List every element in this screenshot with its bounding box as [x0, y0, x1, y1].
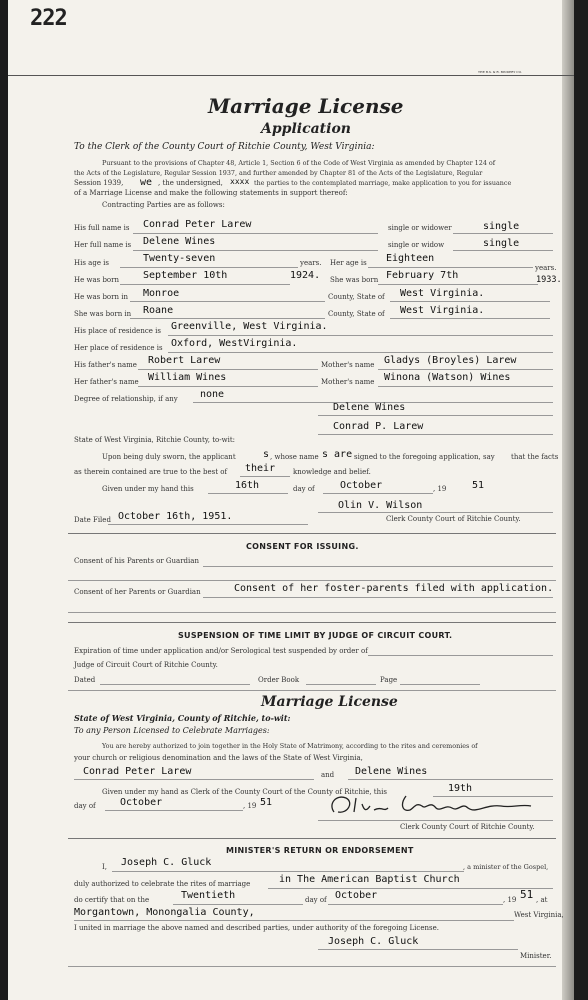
top-rule: [8, 75, 574, 76]
his-father-label: His father's name: [74, 361, 137, 369]
his-county-value: Monroe: [143, 288, 180, 299]
her-mother-value: Winona (Watson) Wines: [384, 372, 511, 383]
suspension-page: Page: [380, 676, 398, 684]
license-year: 51: [260, 797, 273, 808]
minister-day-of: day of: [305, 896, 327, 904]
she-born-in-label: She was born in: [74, 310, 132, 318]
minister-heading: MINISTER'S RETURN OR ENDORSEMENT: [226, 846, 414, 855]
minister-location: Morgantown, Monongalia County,: [74, 907, 255, 918]
license-bride: Delene Wines: [355, 766, 428, 777]
he-born-in-label: He was born in: [74, 293, 128, 301]
minister-year: 51: [520, 888, 534, 901]
her-status-value: single: [483, 238, 520, 249]
license-clerk-title: Clerk County Court of Ritchie County.: [400, 823, 535, 831]
her-name-value: Delene Wines: [143, 236, 216, 247]
minister-signature: Joseph C. Gluck: [328, 936, 419, 947]
he-born-label: He was born: [74, 276, 120, 284]
relationship-label: Degree of relationship, if any: [74, 395, 178, 403]
her-father-value: William Wines: [148, 372, 227, 383]
his-status-value: single: [483, 221, 520, 232]
oath-l1c: , whose name: [270, 453, 319, 461]
minister-label: Minister.: [520, 952, 552, 960]
his-birth-value: September 10th: [143, 270, 228, 281]
page-number: 222: [30, 6, 67, 31]
oath-l2c: knowledge and belief.: [293, 468, 371, 476]
oath-l1d: s are: [322, 449, 353, 460]
intro-line-3b: , the undersigned,: [158, 179, 223, 187]
minister-day: Twentieth: [181, 890, 236, 901]
his-age-value: Twenty-seven: [143, 253, 216, 264]
his-age-label: His age is: [74, 259, 110, 267]
license-yr-prefix: , 19: [243, 802, 257, 810]
to-clerk: To the Clerk of the County Court of Ritchie County, West Virginia:: [74, 142, 375, 152]
oath-l2a: as therein contained are true to the best of: [74, 468, 228, 476]
his-father-value: Robert Larew: [148, 355, 221, 366]
intro-line-4: of a Marriage License and make the following statements in support thereof:: [74, 189, 348, 197]
suspension-dated: Dated: [74, 676, 96, 684]
applicant-signature-2: Conrad P. Larew: [333, 421, 424, 432]
her-residence-value: Oxford, WestVirginia.: [171, 338, 298, 349]
license-day-of: day of: [74, 802, 96, 810]
oath-l2b: their: [245, 463, 276, 474]
minister-month: October: [335, 890, 378, 901]
page-spine: [562, 0, 574, 1000]
minister-i: I,: [102, 863, 107, 871]
printer-mark: THE B.S. & R. BINDERY CO.: [478, 70, 522, 74]
date-filed-value: October 16th, 1951.: [118, 511, 233, 522]
relationship-value: none: [200, 389, 225, 400]
minister-certify: do certify that on the: [74, 896, 150, 904]
oath-day: 16th: [235, 480, 260, 491]
license-month: October: [120, 797, 163, 808]
license-and: and: [321, 771, 335, 779]
consent-his-label: Consent of his Parents or Guardian: [74, 557, 199, 565]
his-birth-year: 1924.: [290, 270, 321, 281]
her-age-value: Eighteen: [386, 253, 435, 264]
license-day: 19th: [448, 783, 473, 794]
applicant-signature-1: Delene Wines: [333, 402, 406, 413]
intro-line-3c: the parties to the contemplated marriage, make application to you for issuance: [254, 179, 512, 187]
license-given: Given under my hand as Clerk of the County Court of the County of Ritchie, this: [102, 788, 387, 796]
intro-we: we: [140, 177, 153, 188]
minister-name: Joseph C. Gluck: [121, 857, 212, 868]
minister-place: in The American Baptist Church: [279, 874, 460, 885]
his-mother-label: Mother's name: [321, 361, 375, 369]
application-subtitle: Application: [261, 121, 351, 137]
intro-line-2: the Acts of the Legislature, Regular Session 1937, and further amended by Chapter 81 of the Acts of the Legislature, Regular: [74, 169, 483, 177]
his-mother-value: Gladys (Broyles) Larew: [384, 355, 517, 366]
his-residence-value: Greenville, West Virginia.: [171, 321, 328, 332]
consent-heading: CONSENT FOR ISSUING.: [246, 542, 359, 551]
license-title: Marriage License: [261, 694, 398, 710]
her-father-label: Her father's name: [74, 378, 139, 386]
oath-l3a: Given under my hand this: [102, 485, 194, 493]
license-l2: your church or religious denomination and the laws of the State of West Virginia,: [74, 754, 363, 762]
minister-wv: West Virginia,: [514, 911, 564, 919]
consent-her-label: Consent of her Parents or Guardian: [74, 588, 201, 596]
her-county-state-label: County, State of: [328, 310, 385, 318]
oath-l1f: that the facts: [511, 453, 559, 461]
clerk-title: Clerk County Court of Ritchie County.: [386, 515, 521, 523]
consent-her-value: Consent of her foster-parents filed with application.: [234, 583, 554, 594]
her-years-label: years.: [535, 264, 557, 272]
clerk-signature: Olin V. Wilson: [338, 500, 423, 511]
his-residence-label: His place of residence is: [74, 327, 161, 335]
her-name-label: Her full name is: [74, 241, 132, 249]
oath-l3c: , 19: [433, 485, 447, 493]
oath-l1a: Upon being duly sworn, the applicant: [102, 453, 236, 461]
her-status-label: single or widow: [388, 241, 445, 249]
she-born-label: She was born: [330, 276, 379, 284]
suspension-l1: Expiration of time under application and/or Serological test suspended by order of: [74, 647, 368, 655]
her-birth-value: February 7th: [386, 270, 459, 281]
suspension-heading: SUSPENSION OF TIME LIMIT BY JUDGE OF CIRCUIT COURT.: [178, 631, 453, 640]
date-filed-label: Date Filed: [74, 516, 111, 524]
her-residence-label: Her place of residence is: [74, 344, 163, 352]
her-county-value: Roane: [143, 305, 174, 316]
clerk-handwritten-signature: [326, 790, 536, 820]
application-title: Marriage License: [208, 94, 404, 118]
contracting-parties: Contracting Parties are as follows:: [102, 201, 225, 209]
minister-of: , a minister of the Gospel,: [463, 863, 549, 871]
her-state-value: West Virginia.: [400, 305, 485, 316]
minister-united: I united in marriage the above named and described parties, under authority of the foregoing License.: [74, 924, 439, 932]
her-birth-year: 1933.: [536, 275, 562, 285]
oath-l1b: s: [263, 449, 270, 460]
oath-state: State of West Virginia, Ritchie County, to-wit:: [74, 436, 236, 444]
his-state-value: West Virginia.: [400, 288, 485, 299]
minister-yr-prefix: , 19: [503, 896, 517, 904]
minister-at: , at: [536, 896, 548, 904]
his-county-state-label: County, State of: [328, 293, 385, 301]
intro-line-1: Pursuant to the provisions of Chapter 48, Article 1, Section 6 of the Code of West Virginia as amended by Chapter 124 of: [102, 159, 496, 167]
suspension-order-book: Order Book: [258, 676, 300, 684]
oath-year: 51: [472, 480, 485, 491]
her-age-label: Her age is: [330, 259, 367, 267]
intro-xxxx: xxxx: [230, 177, 250, 186]
ledger-page: [8, 0, 574, 1000]
his-status-label: single or widower: [388, 224, 452, 232]
oath-month: October: [340, 480, 383, 491]
intro-line-3a: Session 1939,: [74, 179, 124, 187]
his-years-label: years.: [300, 259, 322, 267]
his-name-value: Conrad Peter Larew: [143, 219, 252, 230]
suspension-l2: Judge of Circuit Court of Ritchie County.: [74, 661, 218, 669]
license-groom: Conrad Peter Larew: [83, 766, 192, 777]
license-l1: You are hereby authorized to join together in the Holy State of Matrimony, according to the rites and ceremonies of: [102, 742, 478, 750]
license-state: State of West Virginia, County of Ritchie, to-wit:: [74, 713, 291, 723]
her-mother-label: Mother's name: [321, 378, 375, 386]
license-to-any: To any Person Licensed to Celebrate Marriages:: [74, 726, 270, 735]
oath-l3b: day of: [293, 485, 315, 493]
oath-l1e: signed to the foregoing application, say: [354, 453, 495, 461]
minister-duly: duly authorized to celebrate the rites of marriage: [74, 880, 251, 888]
his-name-label: His full name is: [74, 224, 130, 232]
